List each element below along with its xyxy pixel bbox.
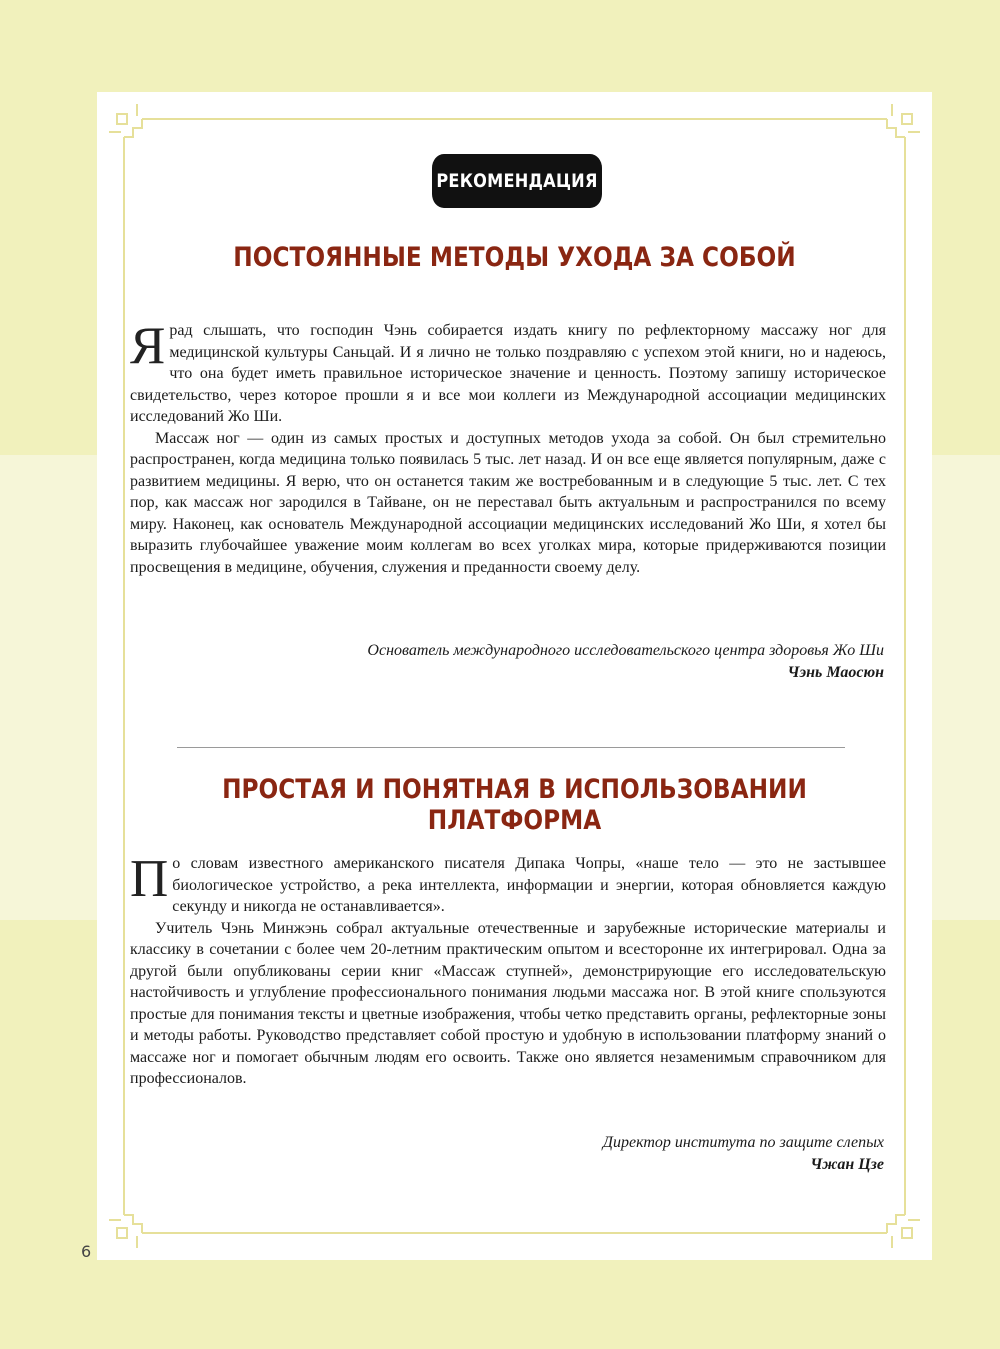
section-1-signature (184, 640, 884, 684)
section-1-paragraph-1-text: рад слышать, что господин Чэнь собирается издать книгу по рефлекторному массажу ног для медицинской культуры Саньцай. И я лично не только поздравляю с успехом этой книги, но и надеюсь, что она будет иметь правильное историческое значение и ценность. Поэтому запишу историческое свидетельство, через которое прошли я и все мои коллеги из Международной ассоциации медицинских исследований Жо Ши. (130, 322, 886, 425)
section-2-signature (184, 1132, 884, 1176)
section-2-body (130, 850, 886, 1090)
recommendation-badge: РЕКОМЕНДАЦИЯ (432, 154, 602, 208)
signature-role: Основатель международного исследовательского центра здоровья Жо Ши (367, 642, 884, 659)
drop-cap: П (130, 850, 169, 908)
signature-name: Чэнь Маосюн (787, 664, 884, 681)
drop-cap: Я (130, 317, 166, 375)
page-sheet (97, 92, 932, 1260)
section-1-paragraph-1 (130, 317, 886, 428)
section-2-paragraph-2: Учитель Чэнь Минжэнь собрал актуальные отечественные и зарубежные исторические материалы и классику в сочетании с более чем 20-летним практическим опытом и всесторонне их интегрировал. Одна за другой были опубликованы серии книг «Массаж ступней», демонстрирующие его исследовательскую настойчивость и углубление профессионального понимания людьми массажа ног. В этой книге спользуются простые для понимания тексты и цветные изображения, чтобы четко представить органы, рефлекторные зоны и методы работы. Руководство представляет собой простую и удобную в использовании платформу знаний о массаже ног и помогает обычным людям его освоить. Также оно является незаменимым справочником для профессионалов. (130, 919, 886, 1087)
section-2-paragraph-1 (130, 850, 886, 918)
page-number: 6 (81, 1242, 92, 1261)
signature-name: Чжан Цзе (810, 1156, 884, 1173)
section-1-paragraph-2: Массаж ног — один из самых простых и доступных методов ухода за собой. Он был стремительно распространен, когда медицина только появилась 5 тыс. лет назад. И он все еще является популярным, даже с развитием медицины. Я верю, что он останется таким же востребованным и в следующие 5 тыс. лет. С тех пор, как массаж ног зародился в Тайване, он не переставал быть актуальным и распространился по всему миру. Наконец, как основатель Международной ассоциации медицинских исследований Жо Ши, я хотел бы выразить глубочайшее уважение моим коллегам во всех уголках мира, которые придерживаются позиции просвещения в медицине, обучения, служения и преданности своему делу. (130, 429, 886, 576)
section-1-title: ПОСТОЯННЫЕ МЕТОДЫ УХОДА ЗА СОБОЙ (233, 242, 796, 273)
signature-role: Директор института по защите слепых (602, 1134, 884, 1151)
section-1-body (130, 317, 886, 578)
section-2-paragraph-1-text: о словам известного американского писателя Дипака Чопры, «наше тело — это не застывшее биологическое устройство, а река интеллекта, информации и энергии, которая обновляется каждую секунду и никогда не останавливается». (172, 855, 886, 915)
section-2-title: ПРОСТАЯ И ПОНЯТНАЯ В ИСПОЛЬЗОВАНИИ ПЛАТФОРМА (222, 774, 807, 836)
section-divider (177, 747, 845, 748)
